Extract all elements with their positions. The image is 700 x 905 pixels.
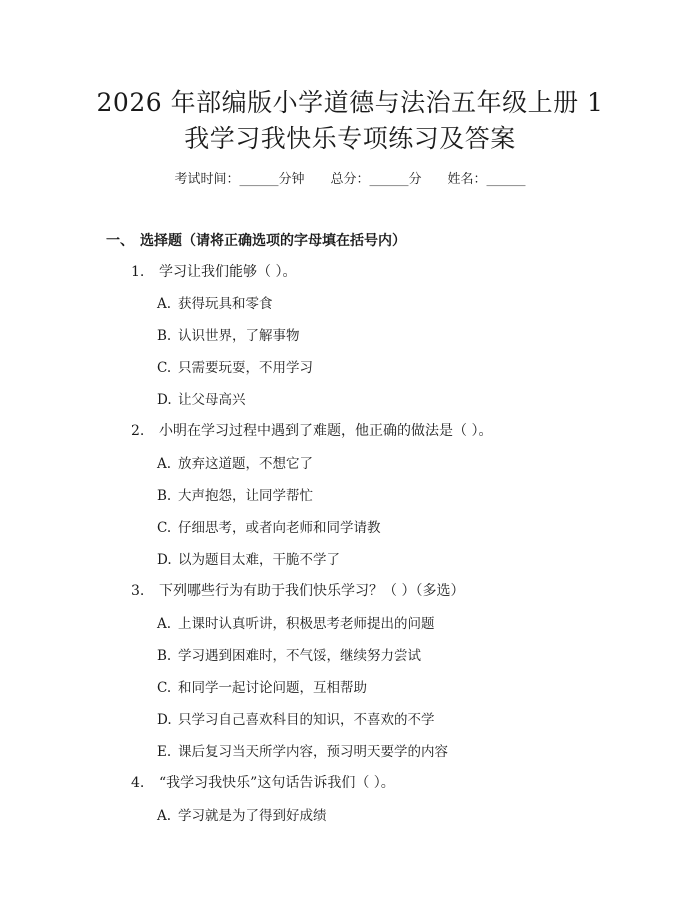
- option-text: 学习遇到困难时，不气馁，继续努力尝试: [178, 648, 421, 664]
- question-3-option-b: [157, 644, 421, 664]
- option-letter: D.: [157, 392, 172, 408]
- document-title-line-2: 我学习我快乐专项练习及答案: [184, 124, 516, 153]
- option-text: 让父母高兴: [178, 392, 246, 408]
- option-letter: C.: [157, 360, 172, 376]
- option-letter: B.: [157, 328, 172, 344]
- question-1-option-b: [157, 324, 300, 344]
- question-3-option-c: [157, 676, 367, 696]
- option-letter: D.: [157, 552, 172, 568]
- question-2-option-b: [157, 484, 313, 504]
- option-letter: B.: [157, 648, 172, 664]
- option-text: 认识世界，了解事物: [178, 328, 300, 344]
- question-3-option-a: [157, 612, 435, 632]
- question-number: 2.: [131, 423, 145, 439]
- question-text: “我学习我快乐”这句话告诉我们（ ）。: [159, 775, 395, 791]
- option-text: 学习就是为了得到好成绩: [178, 808, 327, 824]
- option-text: 仔细思考，或者向老师和同学请教: [178, 520, 381, 536]
- option-text: 获得玩具和零食: [178, 296, 273, 312]
- option-letter: D.: [157, 712, 172, 728]
- option-text: 只学习自己喜欢科目的知识，不喜欢的不学: [178, 712, 435, 728]
- section-heading: [106, 230, 406, 250]
- section-number: 一、: [106, 233, 134, 249]
- option-text: 和同学一起讨论问题，互相帮助: [178, 680, 367, 696]
- document-title-line-1: 2026 年部编版小学道德与法治五年级上册 1: [96, 88, 604, 117]
- question-1-option-a: [157, 292, 273, 312]
- option-text: 以为题目太难，干脆不学了: [178, 552, 340, 568]
- option-text: 大声抱怨，让同学帮忙: [178, 488, 313, 504]
- question-3-option-d: [157, 708, 435, 728]
- question-2: [131, 420, 492, 440]
- option-letter: E.: [157, 744, 172, 760]
- option-letter: A.: [157, 456, 172, 472]
- question-4: [131, 772, 395, 792]
- question-number: 1.: [131, 264, 145, 280]
- question-text: 学习让我们能够（ ）。: [159, 264, 297, 280]
- option-letter: B.: [157, 488, 172, 504]
- exam-info: 考试时间：______分钟 总分：______分 姓名：______: [174, 172, 526, 187]
- option-letter: C.: [157, 520, 172, 536]
- question-1-option-c: [157, 356, 313, 376]
- option-letter: A.: [157, 616, 172, 632]
- option-text: 只需要玩耍，不用学习: [178, 360, 313, 376]
- question-2-option-c: [157, 516, 381, 536]
- question-3: [131, 580, 464, 600]
- option-text: 课后复习当天所学内容，预习明天要学的内容: [178, 744, 448, 760]
- question-2-option-a: [157, 452, 313, 472]
- question-text: 小明在学习过程中遇到了难题，他正确的做法是（ ）。: [159, 423, 493, 439]
- question-text: 下列哪些行为有助于我们快乐学习？（ ）（多选）: [159, 583, 465, 599]
- section-title: 选择题（请将正确选项的字母填在括号内）: [140, 233, 406, 249]
- option-letter: C.: [157, 680, 172, 696]
- option-letter: A.: [157, 296, 172, 312]
- question-4-option-a: [157, 804, 327, 824]
- question-number: 4.: [131, 775, 145, 791]
- option-letter: A.: [157, 808, 172, 824]
- option-text: 放弃这道题，不想它了: [178, 456, 313, 472]
- question-1: [131, 261, 296, 281]
- option-text: 上课时认真听讲，积极思考老师提出的问题: [178, 616, 435, 632]
- question-3-option-e: [157, 740, 448, 760]
- question-2-option-d: [157, 548, 340, 568]
- question-number: 3.: [131, 583, 145, 599]
- question-1-option-d: [157, 388, 246, 408]
